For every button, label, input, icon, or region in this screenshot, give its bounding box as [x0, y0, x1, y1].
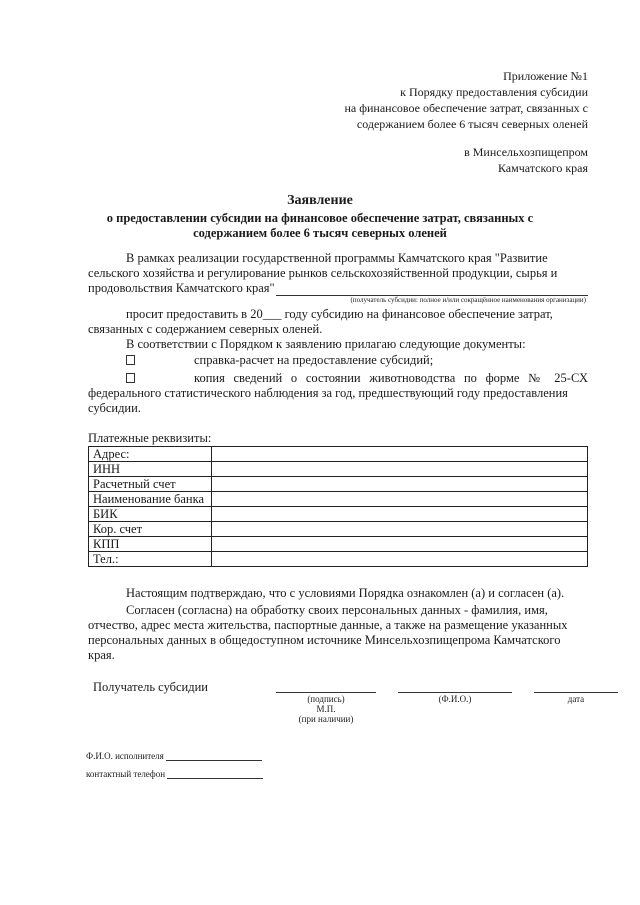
- list-item: [88, 353, 588, 368]
- table-row: [89, 477, 588, 492]
- addressee-line: в Минсельхозпищепром: [464, 145, 588, 159]
- requisite-label: БИК: [89, 507, 212, 522]
- text-line: В соответствии с Порядком к заявлению прилагаю следующие документы:: [126, 337, 526, 351]
- annex-line: на финансовое обеспечение затрат, связанных с: [344, 101, 588, 115]
- documents-list: [88, 353, 588, 416]
- field-caption: (получатель субсидии: полное и/или сокращённое наименования организации): [350, 296, 586, 304]
- checkbox-icon[interactable]: [126, 355, 135, 365]
- stamp-note: (при наличии): [298, 714, 354, 724]
- annex-line: Приложение №1: [503, 69, 588, 83]
- phone-field: [86, 769, 263, 779]
- requisite-label: Расчетный счет: [89, 477, 212, 492]
- text-line: связанных с содержанием северных оленей.: [88, 322, 323, 336]
- table-row: [89, 537, 588, 552]
- text-line: края.: [88, 648, 115, 662]
- paragraph-request: [88, 307, 588, 352]
- requisite-value-cell[interactable]: [212, 537, 588, 552]
- requisite-value-cell[interactable]: [212, 477, 588, 492]
- requisite-value-cell[interactable]: [212, 552, 588, 567]
- requisite-label: ИНН: [89, 462, 212, 477]
- executor-label: Ф.И.О. исполнителя: [86, 751, 164, 761]
- requisite-label: Адрес:: [89, 447, 212, 462]
- document-subtitle: [0, 211, 640, 241]
- executor-field: [86, 751, 262, 761]
- table-row: [89, 507, 588, 522]
- subtitle-line: содержанием более 6 тысяч северных оленей: [193, 226, 447, 240]
- requisite-value-cell[interactable]: [212, 447, 588, 462]
- requisite-label: Наименование банка: [89, 492, 212, 507]
- text-line: отчество, адрес места жительства, паспортные данные, а также на размещение указанных: [88, 618, 568, 632]
- table-row: [89, 522, 588, 537]
- paragraph-program: [88, 251, 588, 304]
- paragraph-confirm: [88, 586, 588, 663]
- fio-caption: (Ф.И.О.): [438, 694, 472, 704]
- text-line: Согласен (согласна) на обработку своих персональных данных - фамилия, имя,: [126, 603, 548, 617]
- text-line: Настоящим подтверждаю, что с условиями Порядка ознакомлен (а) и согласен (а).: [126, 586, 565, 600]
- requisite-value-cell[interactable]: [212, 507, 588, 522]
- list-item: [88, 371, 588, 386]
- table-row: [89, 552, 588, 567]
- addressee: [464, 144, 588, 176]
- phone-label: контактный телефон: [86, 769, 166, 779]
- requisite-value-cell[interactable]: [212, 492, 588, 507]
- text-line: продовольствия Камчатского края": [88, 281, 275, 295]
- text-line: федерального статистического наблюдения за год, предшествующий году предоставления: [88, 386, 568, 400]
- document-item-label: копия сведений о состоянии животноводства по форме № 25-СХ: [194, 371, 588, 385]
- requisite-label: КПП: [89, 537, 212, 552]
- fio-line[interactable]: [398, 691, 512, 693]
- date-caption: дата: [567, 694, 585, 704]
- table-row: [89, 462, 588, 477]
- signature-label: Получатель субсидии: [93, 680, 208, 694]
- document-title: Заявление: [287, 193, 353, 208]
- text-line: просит предоставить в 20___ году субсидию на финансовое обеспечение затрат,: [126, 307, 553, 321]
- requisites-heading: Платежные реквизиты:: [88, 431, 212, 445]
- requisite-label: Кор. счет: [89, 522, 212, 537]
- text-line: сельского хозяйства и регулирование рынков сельскохозяйственной продукции, сырья и: [88, 266, 558, 280]
- phone-input-line[interactable]: [167, 769, 263, 779]
- requisites-table: [88, 446, 588, 567]
- requisite-label: Тел.:: [89, 552, 212, 567]
- checkbox-icon[interactable]: [126, 373, 135, 383]
- annex-line: к Порядку предоставления субсидии: [400, 85, 588, 99]
- text-line: субсидии.: [88, 401, 141, 415]
- stamp-label: М.П.: [316, 704, 336, 714]
- recipient-name-field[interactable]: [276, 283, 588, 296]
- addressee-line: Камчатского края: [497, 161, 588, 175]
- document-item-label: справка-расчет на предоставление субсидий;: [194, 353, 434, 367]
- table-row: [89, 447, 588, 462]
- text-line: В рамках реализации государственной программы Камчатского края "Развитие: [126, 251, 548, 265]
- executor-input-line[interactable]: [166, 751, 262, 761]
- signature-caption: (подпись): [307, 694, 345, 704]
- table-row: [89, 492, 588, 507]
- text-line: персональных данных в общедоступном источнике Минсельхозпищепрома Камчатского: [88, 633, 561, 647]
- date-line[interactable]: [534, 691, 618, 693]
- annex-line: содержанием более 6 тысяч северных оленей: [356, 117, 588, 131]
- requisite-value-cell[interactable]: [212, 522, 588, 537]
- requisite-value-cell[interactable]: [212, 462, 588, 477]
- annex-header: [344, 68, 588, 132]
- subtitle-line: о предоставлении субсидии на финансовое обеспечение затрат, связанных с: [106, 211, 534, 225]
- signature-line[interactable]: [276, 691, 376, 693]
